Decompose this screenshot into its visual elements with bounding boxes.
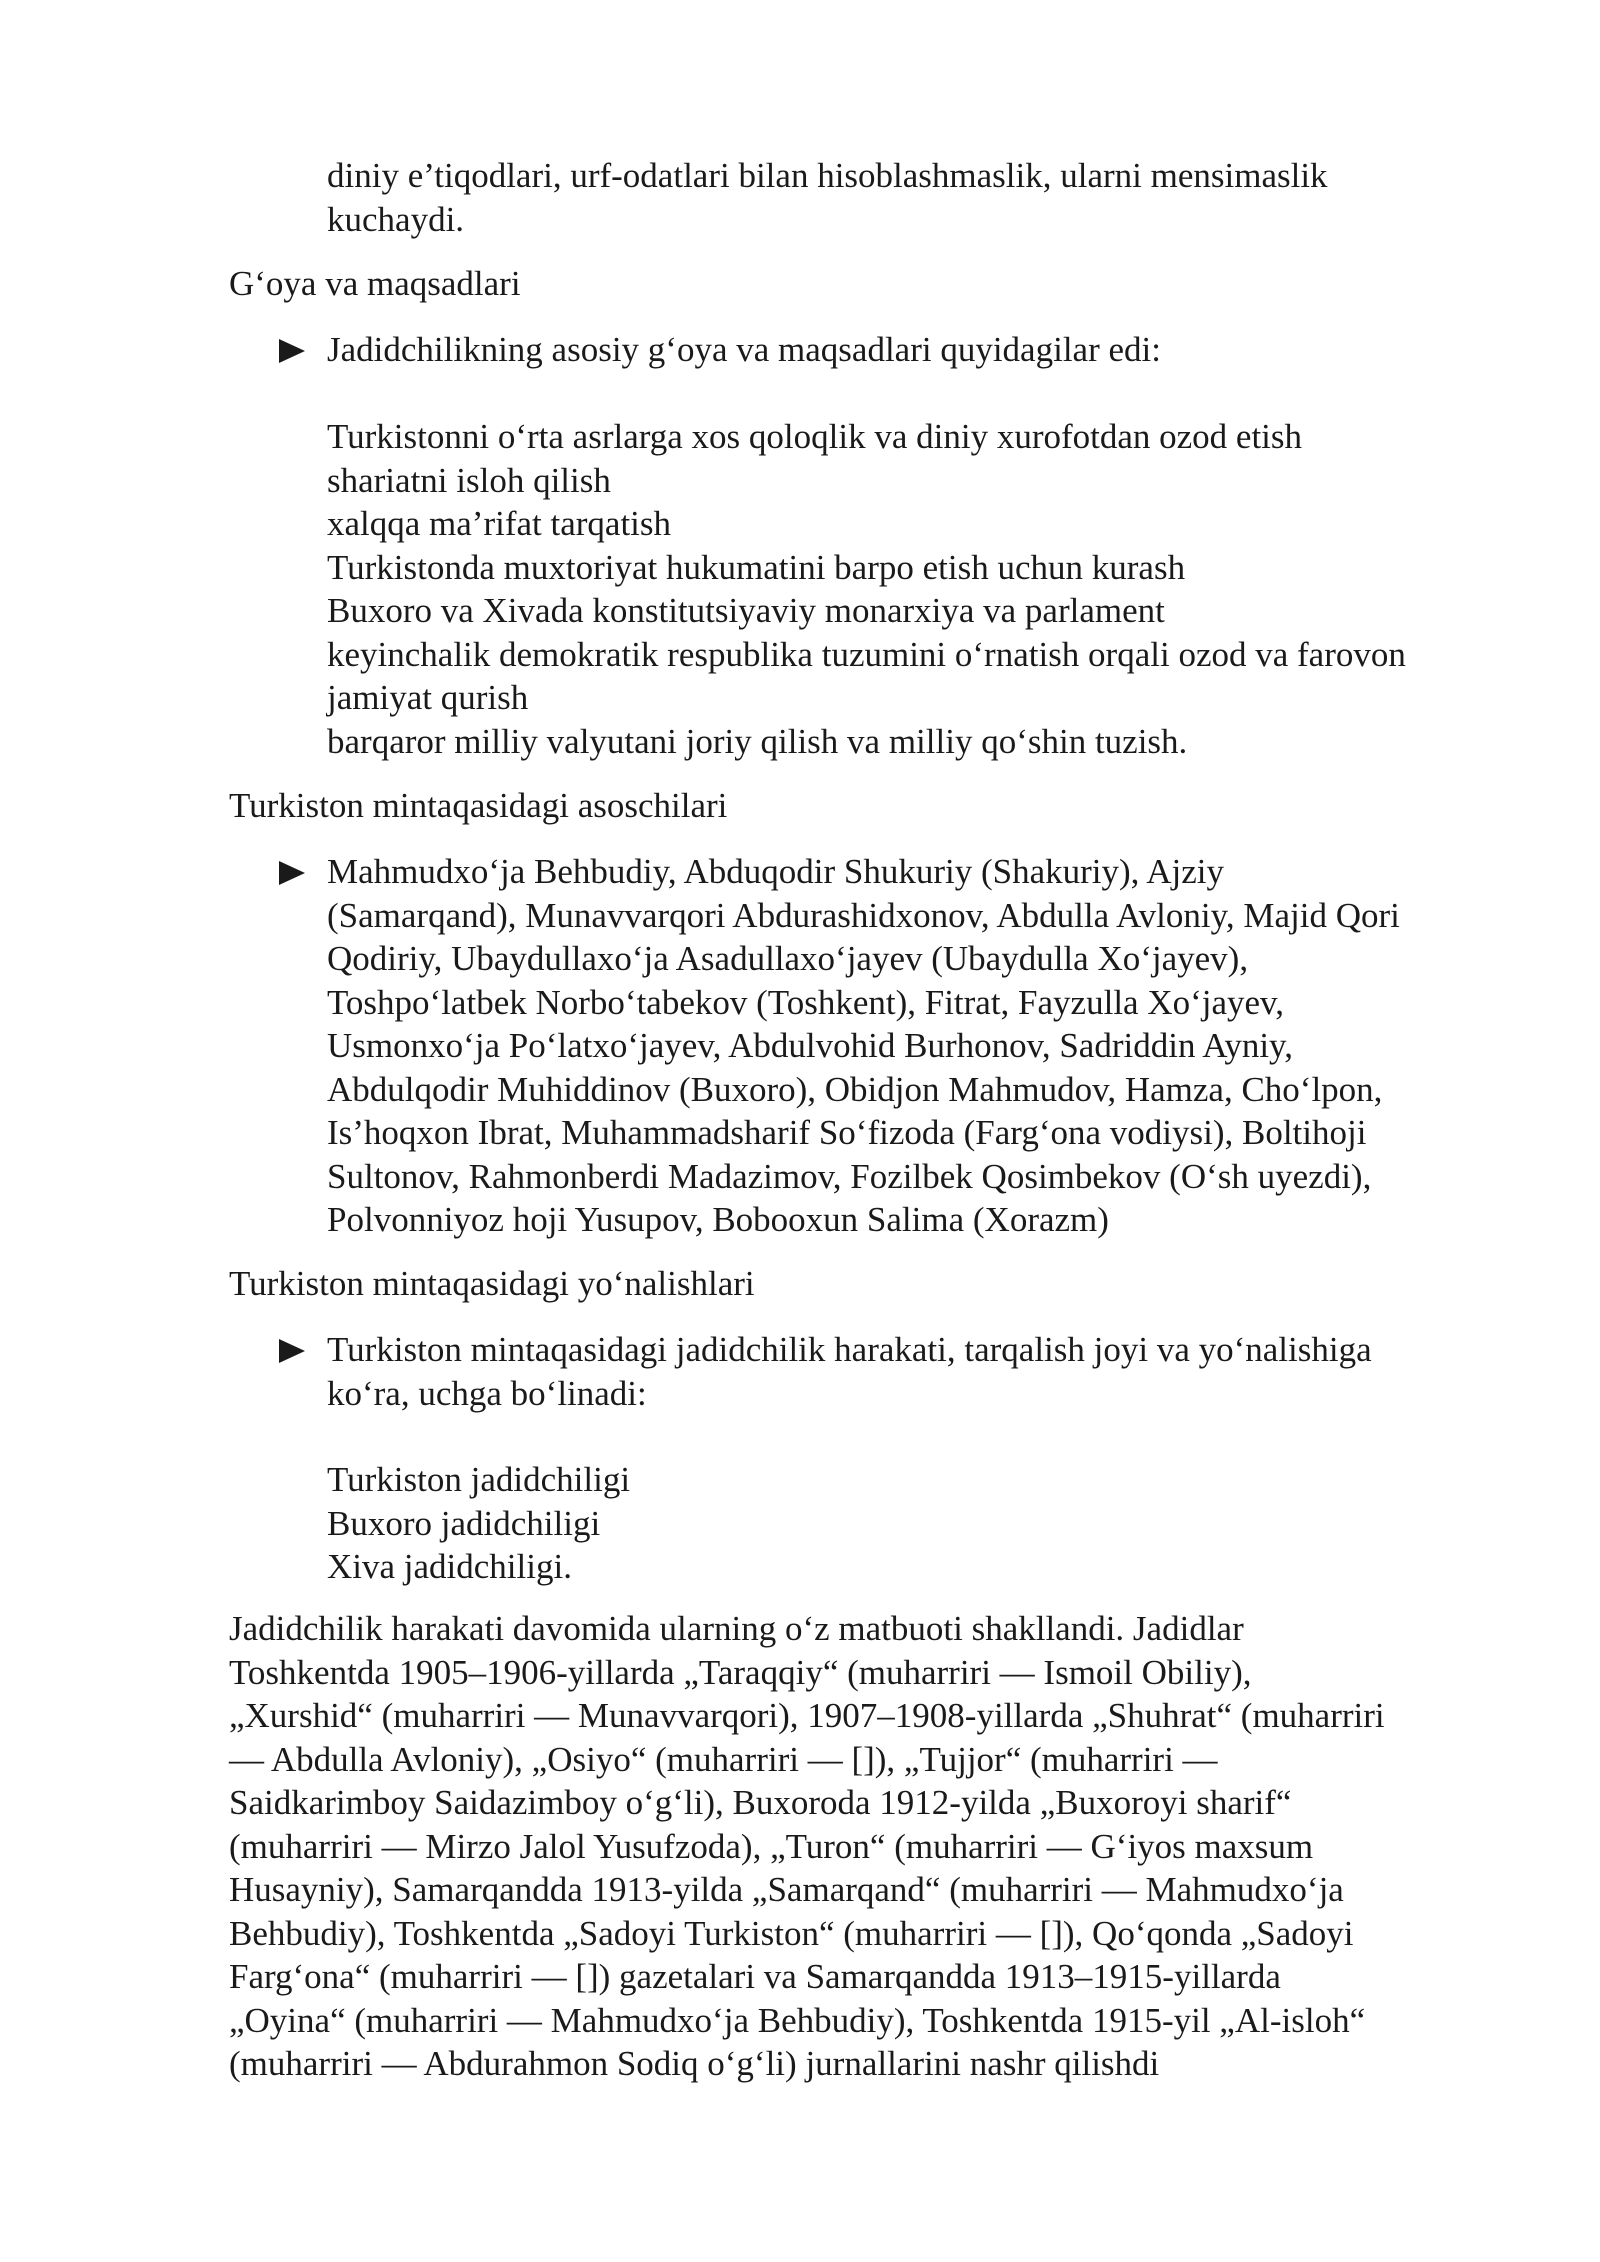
triangle-bullet-icon: [278, 328, 327, 372]
text-line: Toshkentda 1905–1906-yillarda „Taraqqiy“ (muharriri — Ismoil Obiliy),: [229, 1652, 1252, 1692]
triangle-bullet-icon: [278, 850, 327, 1242]
section-heading-founders: Turkiston mintaqasidagi asoschilari: [229, 786, 728, 825]
list-item: barqaror milliy valyutani joriy qilish va milliy qo‘shin tuzish.: [327, 721, 1188, 761]
list-item: keyinchalik demokratik respublika tuzumini o‘rnatish orqali ozod va farovon: [327, 634, 1406, 674]
text-line: Is’hoqxon Ibrat, Muhammadsharif So‘fizoda (Farg‘ona vodiysi), Boltihoji: [327, 1113, 1367, 1152]
text-line: „Oyina“ (muharriri — Mahmudxo‘ja Behbudiy), Toshkentda 1915-yil „Al-isloh“: [229, 2000, 1366, 2040]
text-line: Mahmudxo‘ja Behbudiy, Abduqodir Shukuriy (Shakuriy), Ajziy: [327, 852, 1224, 891]
text-line: Polvonniyoz hoji Yusupov, Bobooxun Salima (Xorazm): [327, 1200, 1109, 1239]
list-item: jamiyat qurish: [327, 678, 529, 717]
text-line: — Abdulla Avloniy), „Osiyo“ (muharriri — []), „Tujjor“ (muharriri —: [229, 1739, 1218, 1779]
text-line: Qodiriy, Ubaydullaxo‘ja Asadullaxo‘jayev (Ubaydulla Xo‘jayev),: [327, 939, 1249, 978]
bullet-text: [327, 1328, 1508, 1415]
list-item: Buxoro va Xivada konstitutsiyaviy monarxiya va parlament: [327, 591, 1165, 630]
text-line: (Samarqand), Munavvarqori Abdurashidxonov, Abdulla Avloniy, Majid Qori: [327, 895, 1400, 935]
text-line: kuchaydi.: [327, 199, 465, 239]
list-item: Turkistonda muxtoriyat hukumatini barpo etish uchun kurash: [327, 547, 1186, 587]
text-line: Farg‘ona“ (muharriri — []) gazetalari va Samarqandda 1913–1915-yillarda: [229, 1957, 1281, 1996]
list-item: xalqqa ma’rifat tarqatish: [327, 504, 672, 543]
text-line: Turkiston mintaqasidagi jadidchilik harakati, tarqalish joyi va yo‘nalishiga: [327, 1330, 1372, 1369]
text-line: (muharriri — Mirzo Jalol Yusufzoda), „Turon“ (muharriri — G‘iyos maxsum: [229, 1826, 1314, 1866]
goals-list: [327, 415, 1507, 763]
bullet-goals: [278, 328, 1508, 372]
text-line: diniy e’tiqodlari, urf-odatlari bilan hisoblashmaslik, ularni mensimaslik: [327, 156, 1328, 195]
intro-continuation: [327, 154, 1507, 241]
text-line: Toshpo‘latbek Norbo‘tabekov (Toshkent), Fitrat, Fayzulla Xo‘jayev,: [327, 982, 1285, 1022]
section-heading-directions: Turkiston mintaqasidagi yo‘nalishlari: [229, 1264, 755, 1303]
text-line: Saidkarimboy Saidazimboy o‘g‘li), Buxoroda 1912-yilda „Buxoroyi sharif“: [229, 1783, 1292, 1822]
triangle-bullet-icon: [278, 1328, 327, 1415]
list-item: Turkiston jadidchiligi: [327, 1460, 631, 1499]
list-item: shariatni isloh qilish: [327, 460, 611, 500]
text-line: Husayniy), Samarqandda 1913-yilda „Samarqand“ (muharriri — Mahmudxo‘ja: [229, 1870, 1344, 1909]
text-line: Sultonov, Rahmonberdi Madazimov, Fozilbek Qosimbekov (O‘sh uyezdi),: [327, 1156, 1372, 1196]
text-line: Usmonxo‘ja Po‘latxo‘jayev, Abdulvohid Burhonov, Sadriddin Ayniy,: [327, 1026, 1294, 1065]
bullet-text: Jadidchilikning asosiy g‘oya va maqsadlari quyidagilar edi:: [327, 330, 1161, 369]
text-line: Behbudiy), Toshkentda „Sadoyi Turkiston“ (muharriri — []), Qo‘qonda „Sadoyi: [229, 1913, 1354, 1953]
text-line: Jadidchilik harakati davomida ularning o‘z matbuoti shakllandi. Jadidlar: [229, 1609, 1244, 1648]
text-line: Abdulqodir Muhiddinov (Buxoro), Obidjon Mahmudov, Hamza, Cho‘lpon,: [327, 1069, 1383, 1109]
text-line: (muharriri — Abdurahmon Sodiq o‘g‘li) jurnallarini nashr qilishdi: [229, 2044, 1160, 2083]
section-heading-goals: G‘oya va maqsadlari: [229, 264, 521, 303]
list-item: Turkistonni o‘rta asrlarga xos qoloqlik va diniy xurofotdan ozod etish: [327, 417, 1303, 456]
bullet-directions: [278, 1328, 1508, 1415]
list-item: Buxoro jadidchiligi: [327, 1503, 601, 1543]
list-item: Xiva jadidchiligi.: [327, 1547, 572, 1586]
text-line: „Xurshid“ (muharriri — Munavvarqori), 1907–1908-yillarda „Shuhrat“ (muharriri: [229, 1696, 1385, 1735]
bullet-founders: [278, 850, 1508, 1242]
directions-list: [327, 1458, 1507, 1589]
text-line: ko‘ra, uchga bo‘linadi:: [327, 1373, 647, 1413]
bullet-text: [327, 850, 1508, 1242]
press-paragraph: [229, 1607, 1519, 2086]
